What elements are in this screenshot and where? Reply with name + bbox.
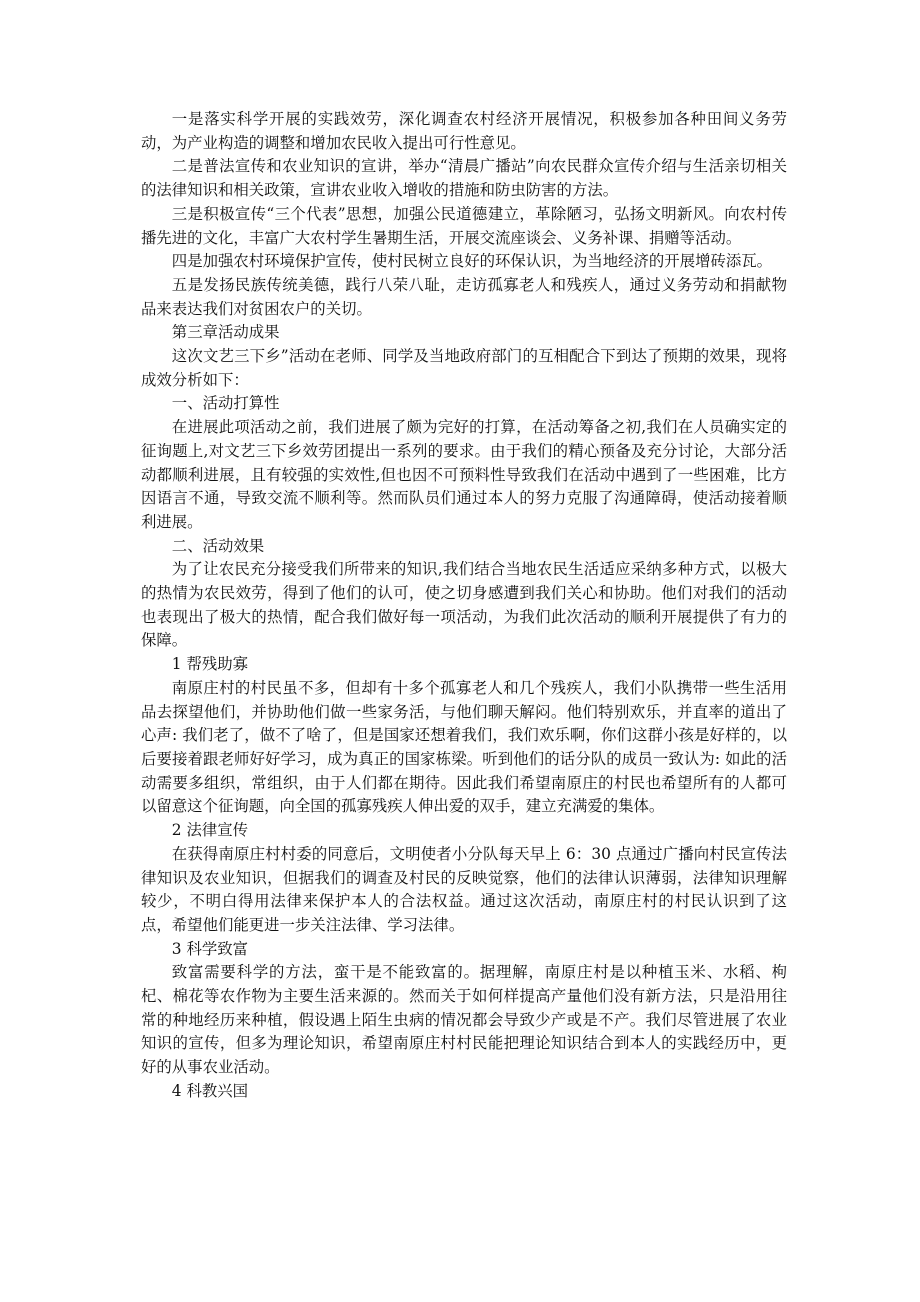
paragraph-task-5: 五是发扬民族传统美德，践行八荣八耻，走访孤寡老人和残疾人，通过义务劳动和捐献物品来表达我们对贫困农户的关切。 bbox=[141, 275, 787, 318]
paragraph-planning: 在进展此项活动之前，我们进展了颇为完好的打算，在活动筹备之初,我们在人员确实定的征询题上,对文艺三下乡效劳团提出一系列的要求。由于我们的精心预备及充分讨论，大部分活动都顺利进展，且有较强的实效性,但也因不可预料性导致我们在活动中遇到了一些困难，比方因语言不通，导致交流不顺利等。然而队员们通过本人的努力克服了沟通障碍，使活动接着顺利进展。 bbox=[141, 418, 787, 531]
subsection-heading-3: 3 科学致富 bbox=[171, 939, 249, 958]
paragraph-subsection-3: 致富需要科学的方法，蛮干是不能致富的。据理解，南原庄村是以种植玉米、水稻、枸杞、棉花等农作物为主要生活来源的。然而关于如何样提高产量他们没有新方法，只是沿用往常的种地经历来种植，假设遇上陌生虫病的情况都会导致少产或是不产。我们尽管进展了农业知识的宣传，但多为理论知识，希望南原庄村村民能把理论知识结合到本人的实践经历中，更好的从事农业活动。 bbox=[141, 963, 787, 1077]
subsection-heading-2: 2 法律宣传 bbox=[171, 821, 249, 840]
document-body bbox=[141, 108, 787, 1104]
subsection-heading-1: 1 帮残助寡 bbox=[171, 655, 249, 674]
paragraph-task-3: 三是积极宣传“三个代表”思想，加强公民道德建立，革除陋习，弘扬文明新风。向农村传播先进的文化，丰富广大农村学生暑期生活，开展交流座谈会、义务补课、捐赠等活动。 bbox=[141, 204, 787, 247]
paragraph-task-4: 四是加强农村环境保护宣传，使村民树立良好的环保认识，为当地经济的开展增砖添瓦。 bbox=[171, 252, 773, 271]
paragraph-subsection-1: 南原庄村的村民虽不多，但却有十多个孤寡老人和几个残疾人，我们小队携带一些生活用品去探望他们，并协助他们做一些家务活，与他们聊天解闷。他们特别欢乐，并直率的道出了心声: 我们老了，做不了啥了，但是国家还想着我们，我们欢乐啊，你们这群小孩是好样的，以后要接着跟老师好好学习，成为真正的国家栋梁。听到他们的话分队的成员一致认为: 如此的活动需要多组织，常组织，由于人们都在期待。因此我们希望南原庄的村民也希望所有的人都可以留意这个征询题，向全国的孤寡残疾人伸出爱的双手，建立充满爱的集体。 bbox=[141, 678, 787, 816]
paragraph-intro: 这次文艺三下乡”活动在老师、同学及当地政府部门的互相配合下到达了预期的效果，现将成效分析如下： bbox=[141, 347, 787, 389]
paragraph-effect: 为了让农民充分接受我们所带来的知识,我们结合当地农民生活适应采纳多种方式，以极大的热情为农民效劳，得到了他们的认可，使之切身感遭到我们关心和协助。他们对我们的活动也表现出了极大的热情，配合我们做好每一项活动，为我们此次活动的顺利开展提供了有力的保障。 bbox=[141, 560, 787, 650]
paragraph-task-2: 二是普法宣传和农业知识的宣讲，举办“清晨广播站”向农民群众宣传介绍与生活亲切相关的法律知识和相关政策，宣讲农业收入增收的措施和防虫防害的方法。 bbox=[141, 157, 787, 200]
section-heading-planning: 一、活动打算性 bbox=[171, 394, 280, 413]
subsection-heading-4: 4 科教兴国 bbox=[171, 1081, 249, 1100]
section-heading-effect: 二、活动效果 bbox=[171, 536, 265, 555]
paragraph-subsection-2: 在获得南原庄村村委的同意后，文明使者小分队每天早上 6：30 点通过广播向村民宣传法律知识及农业知识，但据我们的调查及村民的反映觉察，他们的法律认识薄弱，法律知识理解较少，不明白得用法律来保护本人的合法权益。通过这次活动，南原庄村的村民认识到了这点，希望他们能更进一步关注法律、学习法律。 bbox=[141, 844, 787, 934]
chapter-heading: 第三章活动成果 bbox=[171, 323, 280, 342]
paragraph-task-1: 一是落实科学开展的实践效劳，深化调查农村经济开展情况，积极参加各种田间义务劳动，为产业构造的调整和增加农民收入提出可行性意见。 bbox=[141, 110, 787, 152]
